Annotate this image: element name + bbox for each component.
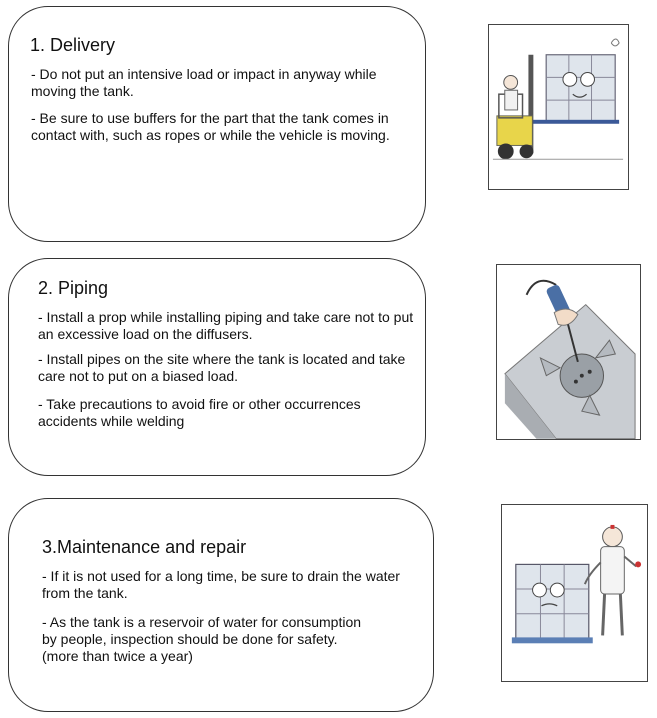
welding-icon — [497, 265, 640, 439]
section-title-maintenance: 3.Maintenance and repair — [42, 537, 247, 557]
section-piping — [8, 258, 426, 476]
forklift-tank-illustration — [488, 24, 629, 190]
piping-paragraph-3: - Take precautions to avoid fire or other occurrences accidents while welding — [38, 396, 361, 429]
forklift-icon — [489, 25, 628, 189]
section-delivery — [8, 6, 426, 242]
section-maintenance — [8, 498, 434, 712]
section-title-piping: 2. Piping — [38, 278, 109, 298]
section-title-delivery: 1. Delivery — [30, 35, 116, 55]
maintenance-paragraph-1: - If it is not used for a long time, be sure to drain the water from the tank. — [42, 568, 400, 601]
delivery-paragraph-2: - Be sure to use buffers for the part that the tank comes in contact with, such as ropes or while the vehicle is moving. — [31, 110, 390, 143]
welding-diffuser-illustration — [496, 264, 641, 440]
delivery-paragraph-1: - Do not put an intensive load or impact in anyway while moving the tank. — [31, 66, 377, 99]
inspector-tank-illustration — [501, 504, 648, 682]
maintenance-paragraph-2: - As the tank is a reservoir of water for consumption by people, inspection should be done for safety. (more than twice a year) — [42, 614, 362, 664]
piping-paragraph-2: - Install pipes on the site where the tank is located and take care not to put on a biased load. — [38, 351, 406, 384]
inspector-icon — [502, 505, 647, 681]
piping-paragraph-1: - Install a prop while installing piping and take care not to put an excessive load on the diffusers. — [38, 309, 414, 342]
